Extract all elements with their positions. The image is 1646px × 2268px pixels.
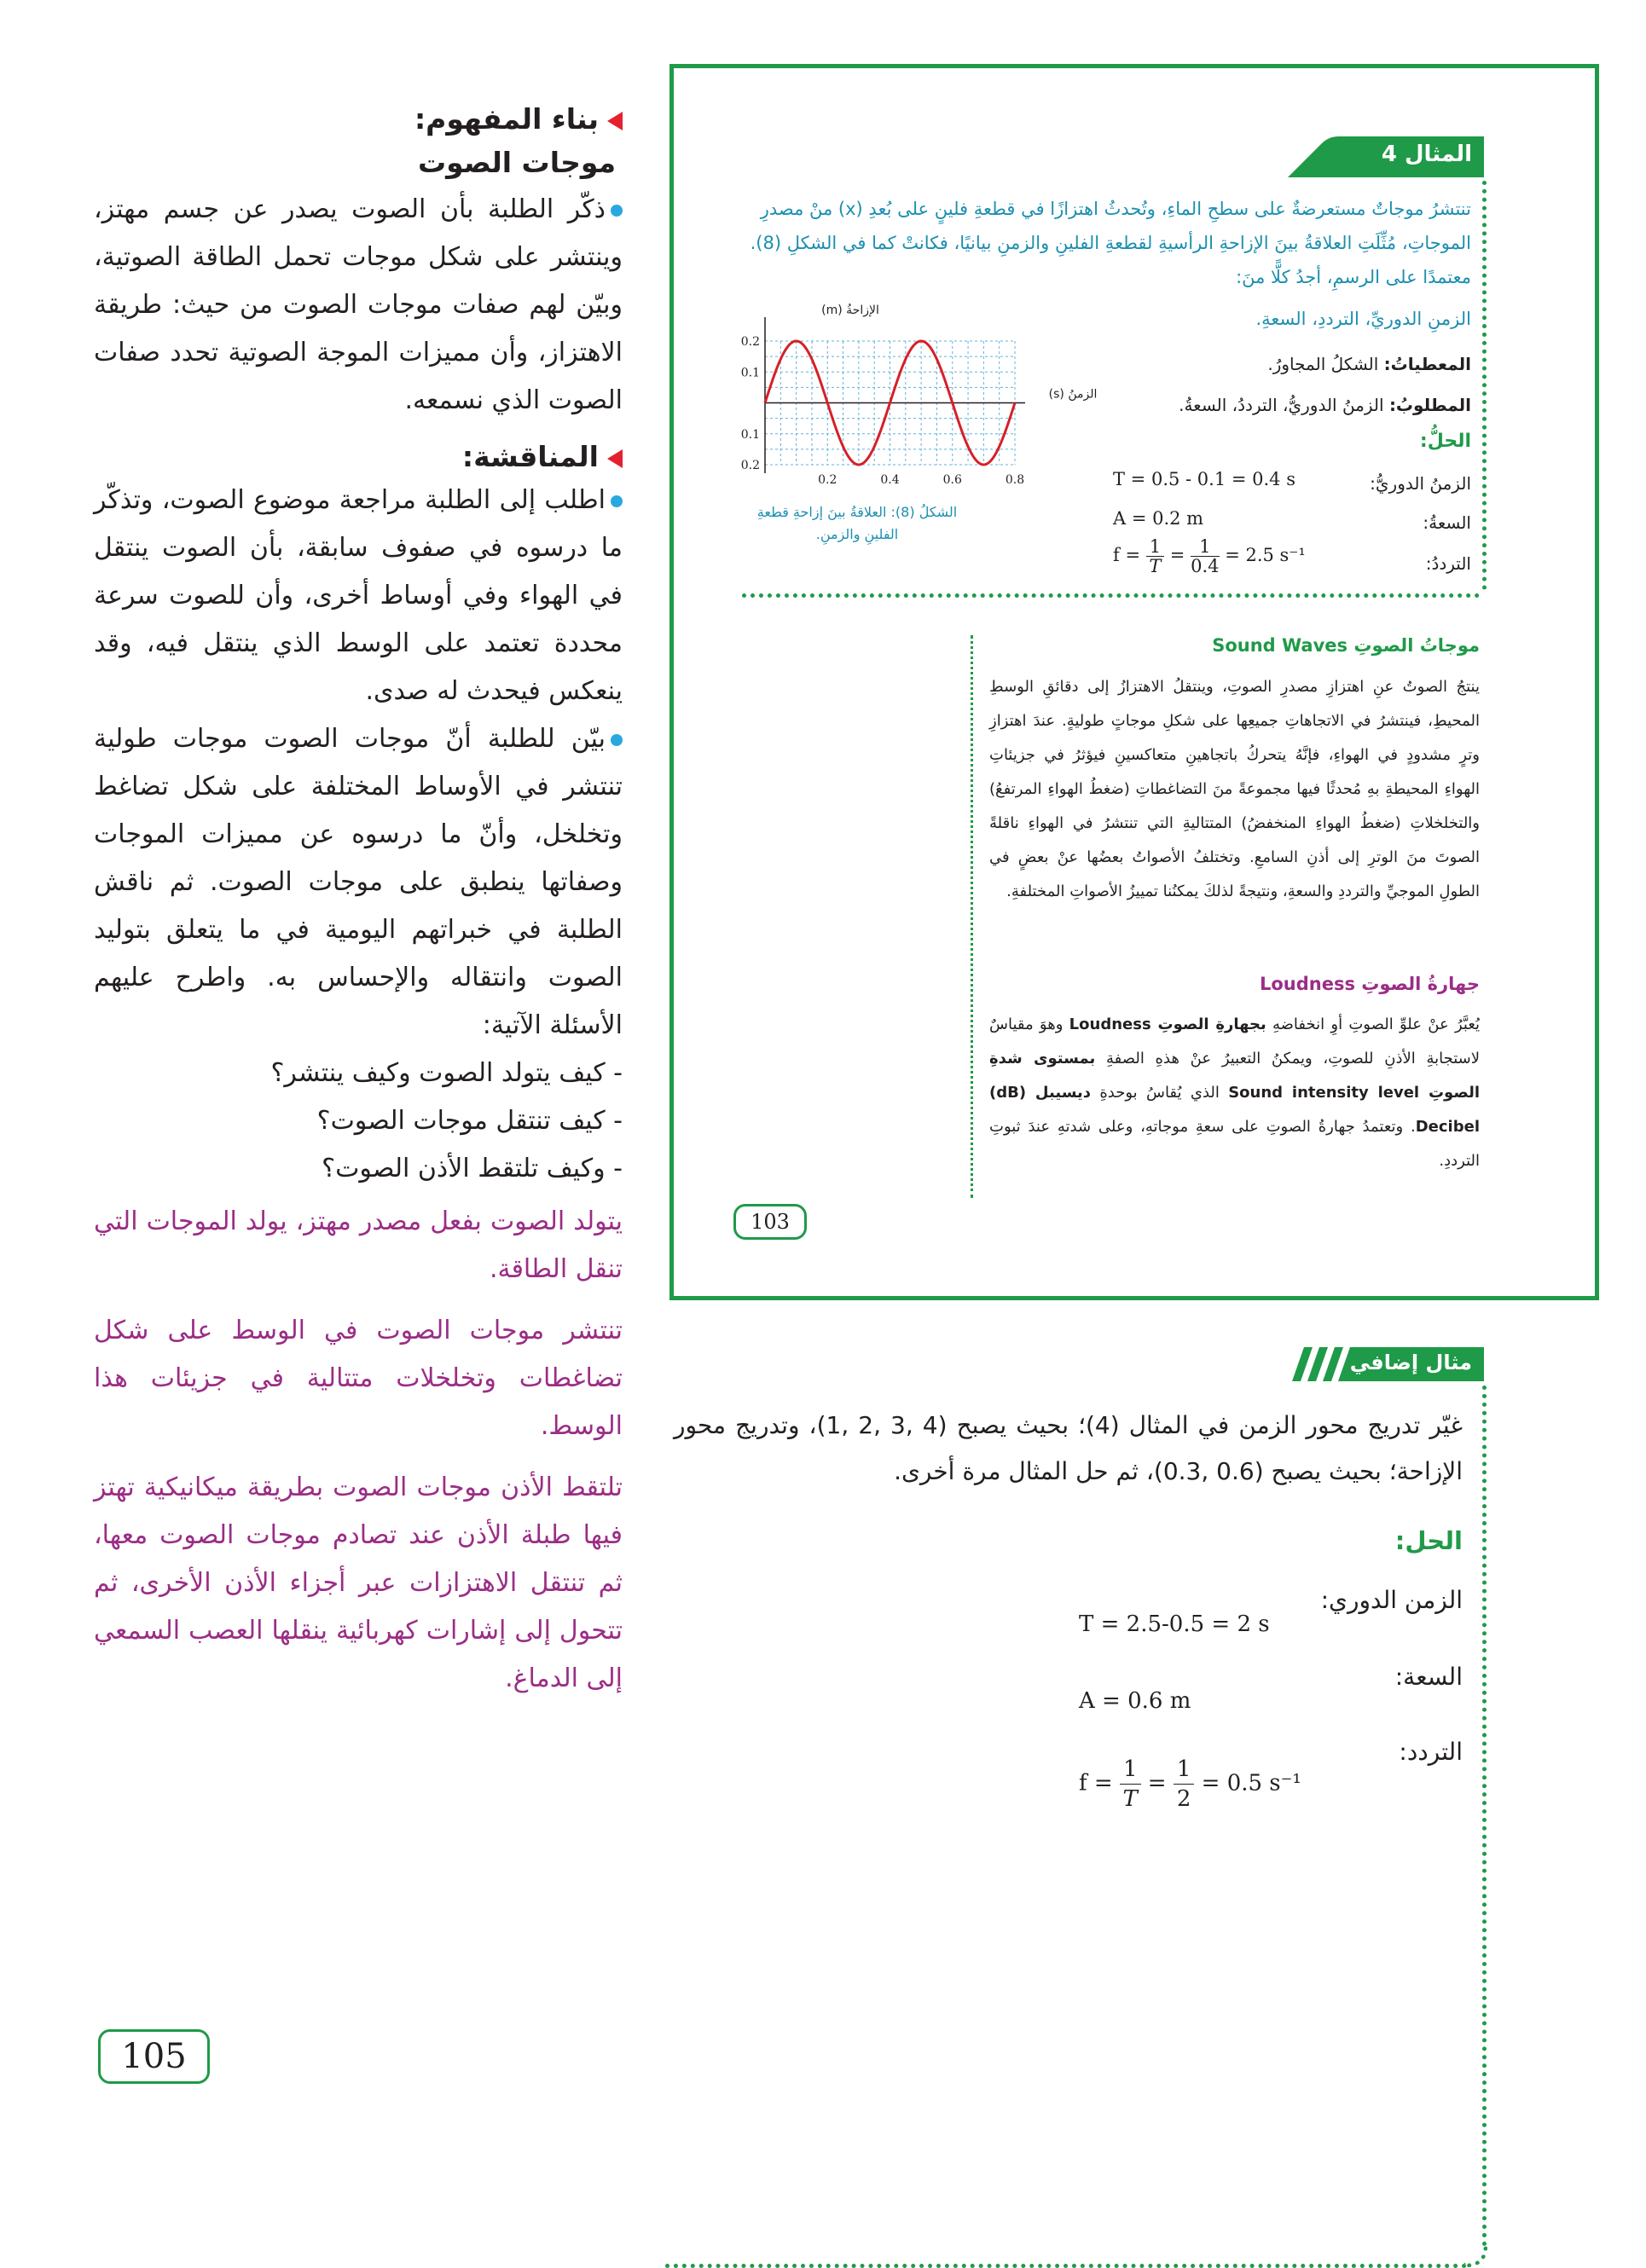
extra-period-equation: T = 2.5-0.5 = 2 s	[1079, 1611, 1270, 1637]
frequency-label: الترددُ:	[1425, 553, 1471, 574]
x-axis-label: الزمنُ (s)	[1048, 387, 1098, 402]
x-tick-label: 0.6	[942, 473, 962, 487]
sound-waves-title: موجاتُ الصوتِ Sound Waves	[1212, 635, 1480, 656]
example-given: المعطياتُ: الشكلُ المجاورُ.	[1267, 354, 1471, 374]
example-tag-label: المثال 4	[1381, 142, 1472, 167]
x-tick-label: 0.8	[1005, 473, 1025, 487]
y-axis-label: الإزاحةُ (m)	[821, 304, 879, 317]
answer-2: تنتشر موجات الصوت في الوسط على شكل تضاغطات وتخلخلات متتالية في جزيئات هذا الوسط.	[94, 1316, 623, 1441]
discussion-paragraph-2: بيّن للطلبة أنّ موجات الصوت موجات طولية تنتشر في الأوساط المختلفة على شكل تضاغط وتخلخل، وأنّ ما درسوه عن مميزات الموجات وصفاتها ينطبق على موجات الصوت. ثم ناقش الطلبة في خبراتهم اليومية في ما يتعلق بتوليد الصوت وانتقاله والإحساس به. واطرح عليهم الأسئلة الآتية:	[94, 724, 623, 1040]
example-solution-label: الحلُّ:	[1419, 431, 1471, 452]
question-2: - كيف تنتقل موجات الصوت؟	[316, 1106, 623, 1136]
bullet-icon	[611, 205, 623, 217]
extra-border-corner	[1464, 2244, 1487, 2267]
question-3: - وكيف تلتقط الأذن الصوت؟	[322, 1154, 623, 1183]
y-tick-label: 0.2	[740, 335, 760, 349]
concept-subheading: موجات الصوت	[417, 146, 616, 179]
period-label: الزمنُ الدوريُّ:	[1370, 473, 1471, 494]
example-border-right	[1482, 181, 1487, 590]
extra-frequency-equation: f = $\frac{1}{T}$ = $\frac{1}{2}$ = 0.5 s⁻¹	[1079, 1756, 1301, 1812]
amplitude-equation: A = 0.2 m	[1113, 508, 1204, 529]
frequency-equation: f = $\frac{1}{T}$ = $\frac{1}{0.4}$ = 2.5 s⁻¹	[1113, 536, 1306, 576]
example-required: المطلوبُ: الزمنُ الدوريُّ، الترددُ، السعةُ.	[1179, 395, 1471, 415]
example-border-bottom	[742, 593, 1480, 598]
displacement-time-chart	[729, 290, 1098, 495]
period-equation: T = 0.5 - 0.1 = 0.4 s	[1113, 469, 1295, 489]
x-tick-label: 0.4	[880, 473, 900, 487]
question-1: - كيف يتولد الصوت وكيف ينتشر؟	[270, 1058, 623, 1088]
chart-svg	[729, 290, 1098, 495]
extra-amplitude-label: السعة:	[1394, 1663, 1463, 1691]
extra-example-tag	[1292, 1347, 1484, 1381]
y-tick-label: 0.1	[740, 366, 760, 380]
discussion-paragraph-1: اطلب إلى الطلبة مراجعة موضوع الصوت، وتذكّر ما درسوه في صفوف سابقة، بأن الصوت ينتقل في الهواء وفي أوساط أخرى، وأن للصوت سرعة محددة تعتمد على الوسط الذي ينتقل فيه، وقد ينعكس فيحدث له صدى.	[94, 485, 623, 706]
extra-solution-label: الحل:	[1394, 1526, 1463, 1555]
figure-caption: الشكلُ (8): العلاقةُ بينَ إزاحةِ قطعةِ الفلينِ والزمنِ.	[756, 504, 958, 542]
amplitude-label: السعةُ:	[1423, 512, 1471, 533]
extra-border-bottom	[665, 2264, 1467, 2268]
concept-paragraph: ذكّر الطلبة بأن الصوت يصدر عن جسم مهتز، وينتشر على شكل موجات تحمل الطاقة الصوتية، وبيّن لهم صفات موجات الصوت من حيث: طريقة الاهتزاز، وأن مميزات الموجة الصوتية تحدد صفات الصوت الذي نسمعه.	[94, 194, 623, 415]
example-tag	[1288, 136, 1484, 177]
example-problem: تنتشرُ موجاتٌ مستعرضةٌ على سطحِ الماءِ، وتُحدثُ اهتزازًا في قطعةِ فلينٍ على بُعدِ (x) منْ مصدرِ الموجاتِ، مُثِّلَتِ العلاقةُ بينَ الإزاحةِ الرأسيةِ لقطعةِ الفلينِ والزمنِ بيانيًا، فكانتْ كما في الشكلِ (8). معتمدًا على الرسمِ، أجدُ كلًّا منَ:	[750, 199, 1471, 287]
loudness-title: جهارةُ الصوتِ Loudness	[1259, 974, 1480, 994]
triangle-marker-icon	[607, 112, 623, 130]
extra-border-right	[1482, 1386, 1487, 2247]
extra-amplitude-equation: A = 0.6 m	[1079, 1688, 1191, 1714]
bullet-icon	[611, 734, 623, 746]
page-number: 105	[98, 2029, 210, 2084]
loudness-paragraph: يُعبَّرُ عنْ علوِّ الصوتِ أوِ انخفاضهِ بجهارةِ الصوتِ Loudness وهوَ مقياسٌ لاستجابةِ الأذنِ للصوتِ، ويمكنُ التعبيرُ عنْ هذهِ الصفةِ بمستوى شدةِ الصوتِ Sound intensity level الذي يُقاسُ بوحدةِ ديسيبل (dB) Decibel. وتعتمدُ جهارةُ الصوتِ على سعةِ موجاتهِ، وعلى شدتهِ عندَ ثبوتِ الترددِ.	[989, 1015, 1481, 1170]
sound-waves-paragraph: ينتجُ الصوتُ عنِ اهتزازِ مصدرِ الصوتِ، وينتقلُ الاهتزازُ إلى دقائقِ الوسطِ المحيطِ، فينتشرُ في الاتجاهاتِ جميعِها على شكلِ موجاتٍ طوليةٍ. عندَ اهتزازِ وترٍ مشدودٍ في الهواءِ، فإنَّهُ يتحركُ باتجاهينِ متعاكسينِ فيؤثرُ في جزيئاتِ الهواءِ المحيطةِ بهِ مُحدثًا فيها مجموعةً منَ التضاغطاتِ (ضغطُ الهواءِ المرتفعُ) والتخلخلاتِ (ضغطُ الهواءِ المنخفضُ) المتتاليةِ التي تنتشرُ في الهواءِ ناقلةً الصوتَ منَ الوترِ إلى أذنِ السامعِ. وتختلفُ الأصواتُ بعضُها عنْ بعضٍ في الطولِ الموجيِّ والترددِ والسعةِ، ونتيجةً لذلكَ يمكنُنا تمييزُ الأصواتِ المختلفةِ.	[989, 678, 1480, 900]
inner-page-number: 103	[733, 1204, 807, 1240]
extra-frequency-label: التردد:	[1399, 1738, 1463, 1766]
concept-heading: بناء المفهوم:	[94, 102, 623, 136]
answer-3: تلتقط الأذن موجات الصوت بطريقة ميكانيكية تهتز فيها طبلة الأذن عند تصادم موجات الصوت معها، ثم تنتقل الاهتزازات عبر أجزاء الأذن الأخرى، ثم تتحول إلى إشارات كهربائية ينقلها العصب السمعي إلى الدماغ.	[94, 1472, 623, 1693]
sound-section-divider	[971, 635, 973, 1198]
example-asked: الزمنِ الدوريِّ، الترددِ، السعةِ.	[1255, 309, 1471, 329]
teacher-guide-column	[94, 102, 623, 1703]
extra-period-label: الزمن الدوري:	[1320, 1586, 1463, 1614]
extra-problem: غيّر تدريج محور الزمن في المثال (4)؛ بحيث يصبح (4 ,3 ,2 ,1)، وتدريج محور الإزاحة؛ بحيث يصبح (0.6 ,0.3)، ثم حل المثال مرة أخرى.	[674, 1411, 1463, 1485]
extra-tag-label: مثال إضافي	[1349, 1351, 1472, 1374]
answer-1: يتولد الصوت بفعل مصدر مهتز، يولد الموجات التي تنقل الطاقة.	[94, 1206, 623, 1284]
discussion-heading: المناقشة:	[94, 440, 623, 473]
y-tick-label: 0.2	[740, 459, 760, 472]
x-tick-label: 0.2	[818, 473, 837, 487]
triangle-marker-icon	[607, 449, 623, 468]
bullet-icon	[611, 495, 623, 507]
y-tick-label: 0.1	[740, 427, 760, 442]
